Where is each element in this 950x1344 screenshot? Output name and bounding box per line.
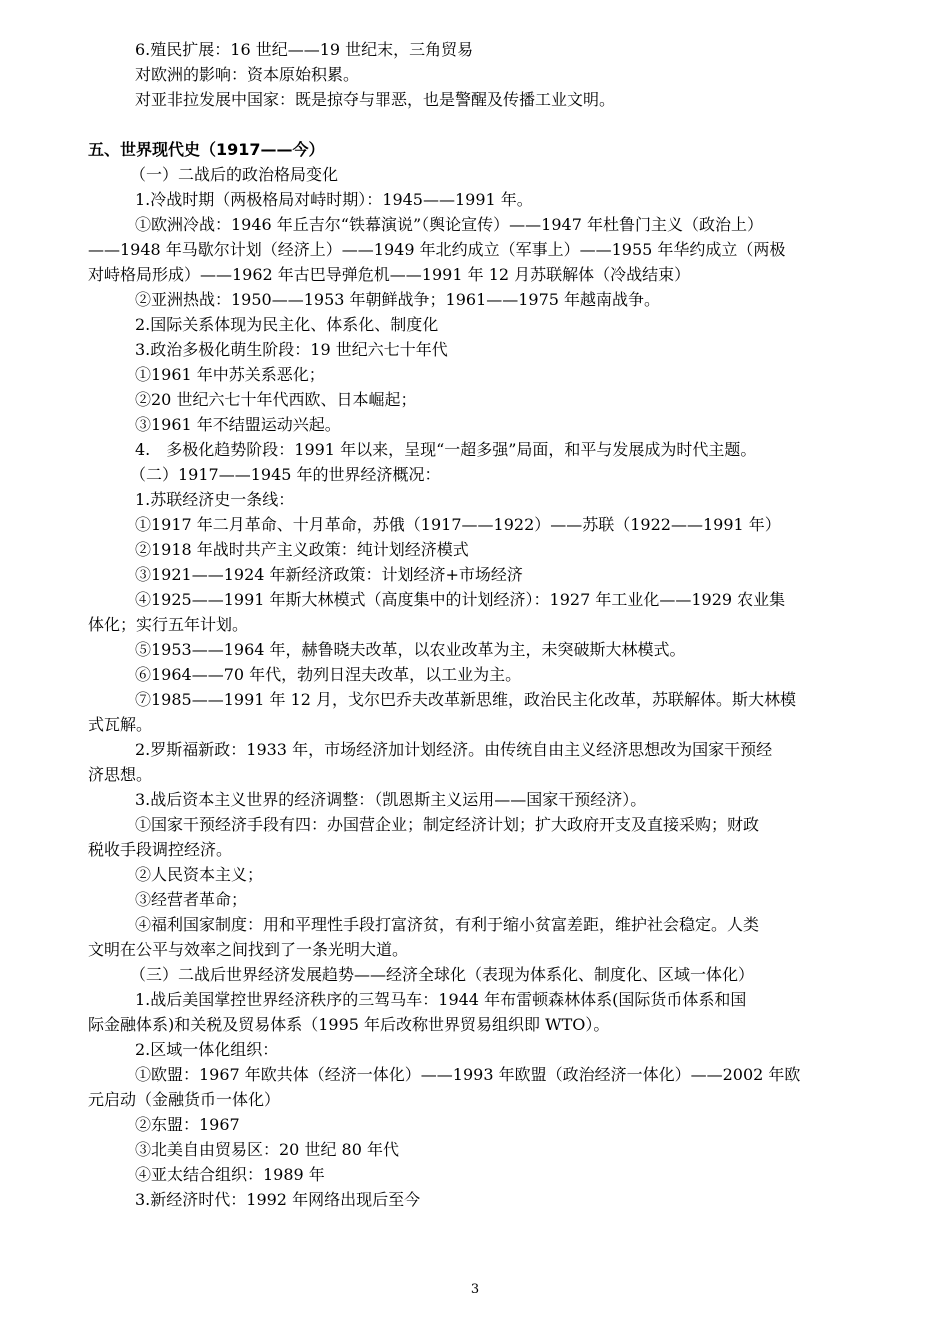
text-line: ③北美自由贸易区：20 世纪 80 年代	[135, 1140, 399, 1159]
subsection-heading: （二）1917——1945 年的世界经济概况：	[130, 465, 441, 484]
section-heading: 五、世界现代史（1917——今）	[88, 140, 325, 159]
text-line: ③1921——1924 年新经济政策：计划经济+市场经济	[135, 565, 523, 584]
text-line: ⑦1985——1991 年 12 月，戈尔巴乔夫改革新思维，政治民主化改革，苏联解体。斯大林模	[135, 690, 797, 709]
text-line: 1.苏联经济史一条线：	[135, 490, 295, 509]
text-line: ①国家干预经济手段有四：办国营企业；制定经济计划；扩大政府开支及直接采购；财政	[135, 815, 760, 834]
text-line: 际金融体系)和关税及贸易体系（1995 年后改称世界贸易组织即 WTO）。	[88, 1015, 610, 1034]
text-line: 6.殖民扩展：16 世纪——19 世纪末，三角贸易	[135, 40, 474, 59]
text-line: ③经营者革命；	[135, 890, 248, 909]
text-line: 元启动（金融货币一体化）	[88, 1090, 281, 1109]
text-line: ②亚洲热战：1950——1953 年朝鲜战争；1961——1975 年越南战争。	[135, 290, 661, 309]
text-line: 式瓦解。	[88, 715, 153, 734]
text-line: 2.区域一体化组织：	[135, 1040, 279, 1059]
text-line: 对亚非拉发展中国家：既是掠夺与罪恶，也是警醒及传播工业文明。	[135, 90, 616, 109]
text-line: ①欧盟：1967 年欧共体（经济一体化）——1993 年欧盟（政治经济一体化）——2002 年欧	[135, 1065, 801, 1084]
text-line: 3.战后资本主义世界的经济调整：（凯恩斯主义运用——国家干预经济）。	[135, 790, 647, 809]
text-line: ⑤1953——1964 年，赫鲁晓夫改革，以农业改革为主，未突破斯大林模式。	[135, 640, 686, 659]
text-line: ——1948 年马歇尔计划（经济上）——1949 年北约成立（军事上）——1955 年华约成立（两极	[88, 240, 786, 259]
text-line: 对欧洲的影响：资本原始积累。	[135, 65, 360, 84]
text-line: ①1917 年二月革命、十月革命，苏俄（1917——1922）——苏联（1922——1991 年）	[135, 515, 781, 534]
text-line: 4. 多极化趋势阶段：1991 年以来，呈现“一超多强”局面，和平与发展成为时代主题。	[135, 440, 757, 459]
text-line: 体化；实行五年计划。	[88, 615, 249, 634]
subsection-heading: （三）二战后世界经济发展趋势——经济全球化（表现为体系化、制度化、区域一体化）	[130, 965, 755, 984]
text-line: 3.政治多极化萌生阶段：19 世纪六七十年代	[135, 340, 448, 359]
text-line: ①欧洲冷战：1946 年丘吉尔“铁幕演说”（舆论宣传）——1947 年杜鲁门主义（政治上）	[135, 215, 763, 234]
text-line: ②20 世纪六七十年代西欧、日本崛起；	[135, 390, 417, 409]
text-line: ④亚太结合组织：1989 年	[135, 1165, 325, 1184]
text-line: ③1961 年不结盟运动兴起。	[135, 415, 341, 434]
text-line: 1.冷战时期（两极格局对峙时期）：1945——1991 年。	[135, 190, 533, 209]
text-line: ④1925——1991 年斯大林模式（高度集中的计划经济）：1927 年工业化——1929 农业集	[135, 590, 786, 609]
text-line: ⑥1964——70 年代，勃列日涅夫改革，以工业为主。	[135, 665, 522, 684]
text-line: ④福利国家制度：用和平理性手段打富济贫，有利于缩小贫富差距，维护社会稳定。人类	[135, 915, 760, 934]
text-line: 2.罗斯福新政：1933 年，市场经济加计划经济。由传统自由主义经济思想改为国家干预经	[135, 740, 773, 759]
text-line: 3.新经济时代：1992 年网络出现后至今	[135, 1190, 421, 1209]
text-line: 文明在公平与效率之间找到了一条光明大道。	[88, 940, 409, 959]
text-line: 对峙格局形成）——1962 年古巴导弹危机——1991 年 12 月苏联解体（冷战结束）	[88, 265, 691, 284]
text-line: ①1961 年中苏关系恶化；	[135, 365, 325, 384]
text-line: 济思想。	[88, 765, 153, 784]
text-line: 2.国际关系体现为民主化、体系化、制度化	[135, 315, 439, 334]
text-line: 1.战后美国掌控世界经济秩序的三驾马车：1944 年布雷顿森林体系(国际货币体系和国	[135, 990, 747, 1009]
text-line: ②东盟：1967	[135, 1115, 240, 1134]
page-number: 3	[470, 1282, 480, 1297]
subsection-heading: （一）二战后的政治格局变化	[130, 165, 339, 184]
text-line: ②人民资本主义；	[135, 865, 264, 884]
text-line: 税收手段调控经济。	[88, 840, 233, 859]
text-line: ②1918 年战时共产主义政策：纯计划经济模式	[135, 540, 469, 559]
